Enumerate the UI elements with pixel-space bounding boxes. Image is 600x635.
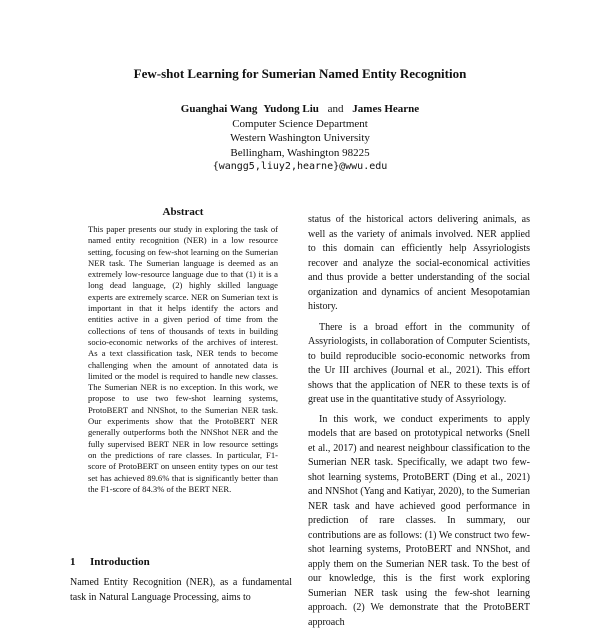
affiliation-university: Western Washington University — [230, 132, 370, 144]
abstract-text: This paper presents our study in exploring the task of named entity recognition (NER) in a low resource setting, focusing on few-shot learning on the Sumerian NER task. The Sumerian language is deemed as an extremely low-resource language due to that (1) it is a long dead language, (2) highly skilled language experts are extremely scarce. NER on Sumerian text is important in that it helps identify the actors and entities active in a given period of time from the collections of tens of thousands of texts in building socio-economic networks of the archives of interest. As a text classification task, NER tends to become challenging when the amount of annotated data is limited or the model is required to handle new classes. The Sumerian NER is no exception. In this work, we propose to use two few-shot learning systems, ProtoBERT and NNShot, to the Sumerian NER task. Our experiments show that the ProtoBERT NER generally outperforms both the NNShot NER and the fully supervised BERT NER in low resource settings on the predictions of rare classes. In particular, F1-score of ProtoBERT on unseen entity types on our test set has achieved 89.6% that is significantly better than the F1-score of 84.3% of the BERT NER. — [88, 224, 278, 494]
abstract-heading: Abstract — [162, 206, 204, 218]
right-column-paragraph: In this work, we conduct experiments to apply models that are based on prototypical networks (Snell et al., 2017) and nearest neighbour classification to the Sumerian NER task. Specifically, we adapt two few-shot learning systems, ProtoBERT (Ding et al., 2021) and NNShot (Yang and Katiyar, 2020), to the Sumerian NER task and have achieved good performance in prediction of rare classes. In summary, our contributions are as follows: (1) We construct two few-shot learning systems, ProtoBERT and NNShot, and apply them on the Sumerian NER task. To the best of our knowledge, this is the first work exploring Sumerian NER task using the few-shot learning approach. (2) We demonstrate that the ProtoBERT approach — [308, 413, 530, 628]
author-block — [0, 102, 600, 175]
author-name: Guanghai Wang — [180, 103, 258, 115]
author-name: Yudong Liu — [263, 103, 319, 115]
right-column-paragraph: There is a broad effort in the community of Assyriologists, in collaboration of Computer Scientists, to build reproducible socio-economic networks from the Ur III archives (Journal et al., 2021). This effort shows that the application of NER to these texts is of great use in the quantitative study of Assyriology. — [308, 321, 530, 405]
introduction-body — [70, 576, 292, 605]
section-title: Introduction — [90, 556, 150, 568]
author-and: and — [327, 103, 344, 115]
right-column-paragraph: status of the historical actors delivering animals, as well as the variety of animals involved. NER applied to this domain can efficiently help Assyriologists recover and analyze the social-economical activities and thus provide a better understanding of the social organization and dynamics of ancient Mesopotamian history. — [308, 214, 530, 312]
section-heading-introduction — [70, 556, 290, 568]
author-names — [0, 102, 600, 117]
affiliation-department: Computer Science Department — [232, 117, 368, 130]
author-name: James Hearne — [352, 103, 420, 115]
right-column — [308, 213, 530, 635]
affiliation-location: Bellingham, Washington 98225 — [230, 146, 370, 159]
section-number: 1 — [70, 556, 76, 568]
introduction-text: Named Entity Recognition (NER), as a fundamental task in Natural Language Processing, aims to — [70, 577, 292, 603]
abstract-body — [88, 224, 278, 495]
paper-title: Few-shot Learning for Sumerian Named Entity Recognition — [133, 66, 467, 81]
author-email: {wangg5,liuy2,hearne}@wwu.edu — [212, 161, 388, 172]
